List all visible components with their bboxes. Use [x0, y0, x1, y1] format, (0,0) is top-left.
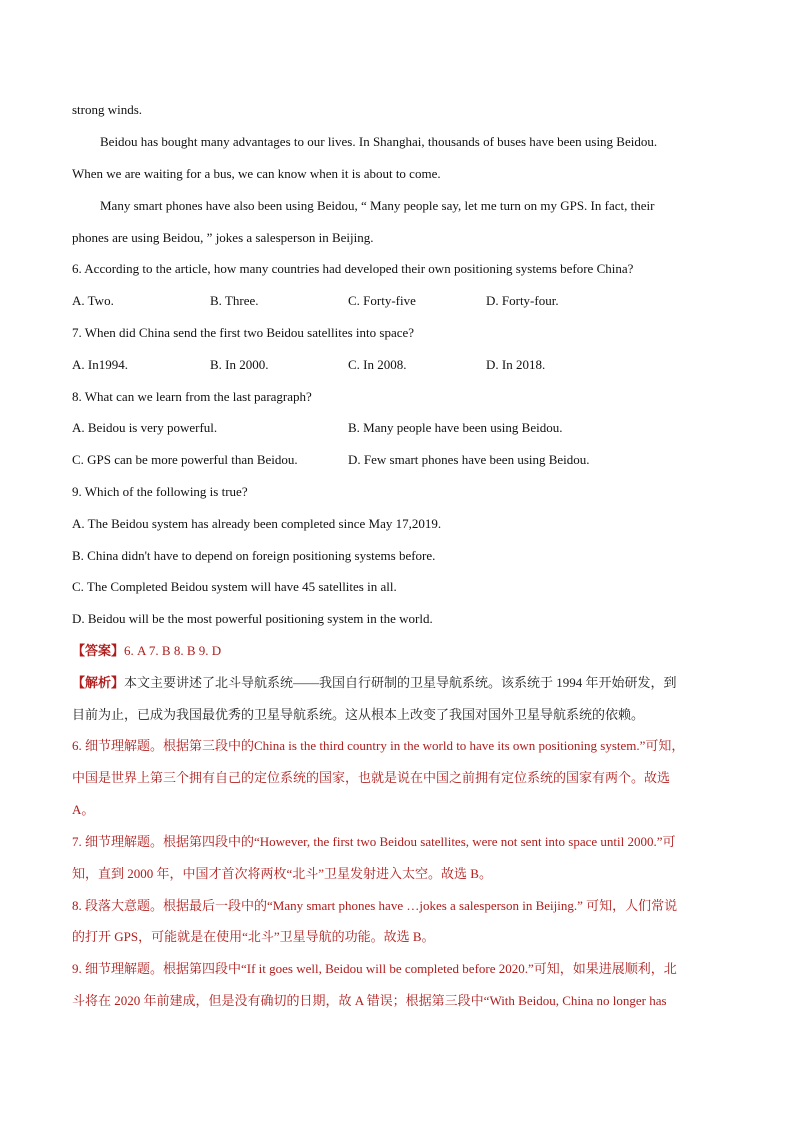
- option: B. China didn't have to depend on foreign positioning systems before.: [72, 548, 436, 563]
- option: C. In 2008.: [348, 357, 407, 372]
- option: C. The Completed Beidou system will have 45 satellites in all.: [72, 579, 397, 594]
- analysis-line: 7. 细节理解题。根据第四段中的“However, the first two Beidou satellites, were not sent into space until 2000.”可: [72, 834, 676, 849]
- answer-text: 6. A 7. B 8. B 9. D: [124, 643, 222, 658]
- analysis-line: [72, 675, 722, 691]
- passage-line: When we are waiting for a bus, we can know when it is about to come.: [72, 166, 441, 181]
- passage-line: strong winds.: [72, 102, 143, 117]
- question-stem: 6. According to the article, how many countries had developed their own positioning systems before China?: [72, 261, 634, 276]
- option: A. In1994.: [72, 357, 128, 372]
- question-stem: 8. What can we learn from the last paragraph?: [72, 389, 312, 404]
- option: A. Two.: [72, 293, 114, 308]
- analysis-line: 中国是世界上第三个拥有自己的定位系统的国家，也就是说在中国之前拥有定位系统的国家有两个。故选: [72, 770, 671, 785]
- analysis-tag: 【解析】: [72, 675, 125, 690]
- option: B. In 2000.: [210, 357, 269, 372]
- answer-tag: 【答案】: [72, 643, 125, 658]
- analysis-line: 知，直到 2000 年，中国才首次将两枚“北斗”卫星发射进入太空。故选 B。: [72, 866, 492, 881]
- passage-line: Beidou has bought many advantages to our lives. In Shanghai, thousands of buses have been using Beidou.: [100, 134, 658, 149]
- analysis-line: 9. 细节理解题。根据第四段中“If it goes well, Beidou will be completed before 2020.”可知，如果进展顺利，北: [72, 961, 677, 976]
- option: D. Forty-four.: [486, 293, 559, 308]
- option: C. Forty-five: [348, 293, 416, 308]
- option: D. Few smart phones have been using Beidou.: [348, 452, 590, 467]
- analysis-line: A。: [72, 802, 95, 817]
- question-stem: 9. Which of the following is true?: [72, 484, 248, 499]
- analysis-line: 目前为止，已成为我国最优秀的卫星导航系统。这从根本上改变了我国对国外卫星导航系统的依赖。: [72, 707, 645, 722]
- option: B. Three.: [210, 293, 259, 308]
- analysis-line: 6. 细节理解题。根据第三段中的China is the third country in the world to have its own positioning system.”可知，: [72, 738, 685, 753]
- answer-line: [72, 643, 722, 659]
- analysis-line: 的打开 GPS，可能就是在使用“北斗”卫星导航的功能。故选 B。: [72, 929, 435, 944]
- option: D. In 2018.: [486, 357, 546, 372]
- option: D. Beidou will be the most powerful positioning system in the world.: [72, 611, 433, 626]
- option: B. Many people have been using Beidou.: [348, 420, 563, 435]
- passage-line: phones are using Beidou, ” jokes a salesperson in Beijing.: [72, 230, 374, 245]
- analysis-line: 斗将在 2020 年前建成，但是没有确切的日期，故 A 错误；根据第三段中“With Beidou, China no longer has: [72, 993, 667, 1008]
- option: A. Beidou is very powerful.: [72, 420, 218, 435]
- analysis-text: 本文主要讲述了北斗导航系统——我国自行研制的卫星导航系统。该系统于 1994 年开始研发，到: [124, 675, 677, 690]
- option: C. GPS can be more powerful than Beidou.: [72, 452, 298, 467]
- question-stem: 7. When did China send the first two Beidou satellites into space?: [72, 325, 415, 340]
- option: A. The Beidou system has already been completed since May 17,2019.: [72, 516, 442, 531]
- passage-line: Many smart phones have also been using Beidou, “ Many people say, let me turn on my GPS. In fact, their: [100, 198, 655, 213]
- analysis-line: 8. 段落大意题。根据最后一段中的“Many smart phones have …jokes a salesperson in Beijing.” 可知，人们常说: [72, 898, 678, 913]
